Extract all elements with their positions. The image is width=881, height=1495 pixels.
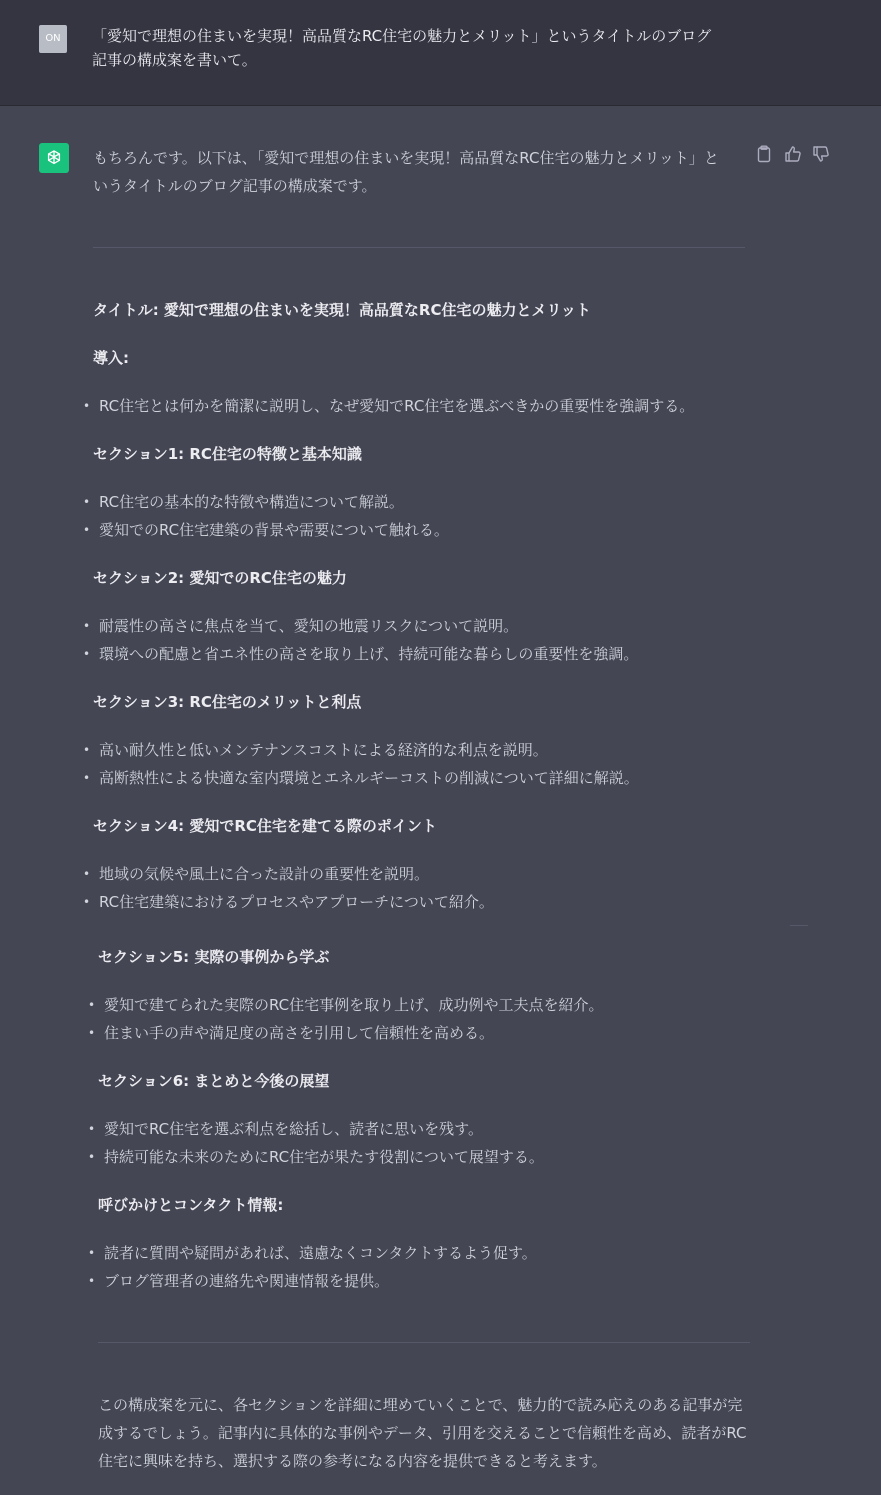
outline-title: タイトル: 愛知で理想の住まいを実現！高品質なRC住宅の魅力とメリット (93, 301, 591, 319)
divider-fragment (790, 925, 808, 926)
section-heading: 呼びかけとコンタクト情報: (98, 1196, 284, 1214)
list-item: • 耐震性の高さに焦点を当て、愛知の地震リスクについて説明。 (93, 612, 518, 640)
section-heading: セクション5: 実際の事例から学ぶ (98, 948, 330, 966)
message-actions (756, 145, 836, 165)
list-item: • 高い耐久性と低いメンテナンスコストによる経済的な利点を説明。 (93, 736, 548, 764)
user-avatar: ON (39, 25, 67, 53)
list-item: • 愛知でRC住宅を選ぶ利点を総括し、読者に思いを残す。 (98, 1115, 483, 1143)
user-message-row (0, 0, 881, 106)
list-item: • 愛知でのRC住宅建築の背景や需要について触れる。 (93, 516, 449, 544)
clipboard-icon[interactable] (756, 145, 774, 163)
divider-bottom (98, 1342, 750, 1343)
list-item: • 地域の気候や風土に合った設計の重要性を説明。 (93, 860, 429, 888)
list-item: • 愛知で建てられた実際のRC住宅事例を取り上げ、成功例や工夫点を紹介。 (98, 991, 604, 1019)
list-item: • 読者に質問や疑問があれば、遠慮なくコンタクトするよう促す。 (98, 1239, 537, 1267)
user-message-text: 「愛知で理想の住まいを実現！高品質なRC住宅の魅力とメリット」というタイトルのブログ記事の構成案を書いて。 (92, 27, 712, 69)
section-heading: セクション2: 愛知でのRC住宅の魅力 (93, 569, 347, 587)
section-heading: セクション3: RC住宅のメリットと利点 (93, 693, 362, 711)
list-item: • 高断熱性による快適な室内環境とエネルギーコストの削減について詳細に解説。 (93, 764, 639, 792)
assistant-avatar (39, 143, 69, 173)
section-heading: セクション4: 愛知でRC住宅を建てる際のポイント (93, 817, 437, 835)
list-item: • 持続可能な未来のためにRC住宅が果たす役割について展望する。 (98, 1143, 544, 1171)
list-item: • RC住宅建築におけるプロセスやアプローチについて紹介。 (93, 888, 494, 916)
thumbs-down-icon[interactable] (812, 145, 830, 163)
divider-top (93, 247, 745, 248)
list-item: • RC住宅とは何かを簡潔に説明し、なぜ愛知でRC住宅を選ぶべきかの重要性を強調する。 (93, 392, 694, 420)
list-item: • 住まい手の声や満足度の高さを引用して信頼性を高める。 (98, 1019, 494, 1047)
assistant-outro-text: この構成案を元に、各セクションを詳細に埋めていくことで、魅力的で読み応えのある記事が完成するでしょう。記事内に具体的な事例やデータ、引用を交えることで信頼性を高め、読者がRC住宅に興味を持ち、選択する際の参考になる内容を提供できると考えます。 (98, 1396, 747, 1470)
list-item: • ブログ管理者の連絡先や関連情報を提供。 (98, 1267, 389, 1295)
section-heading: セクション6: まとめと今後の展望 (98, 1072, 330, 1090)
list-item: • 環境への配慮と省エネ性の高さを取り上げ、持続可能な暮らしの重要性を強調。 (93, 640, 638, 668)
thumbs-up-icon[interactable] (784, 145, 802, 163)
intro-heading: 導入: (93, 349, 129, 367)
assistant-intro-text: もちろんです。以下は、「愛知で理想の住まいを実現！高品質なRC住宅の魅力とメリット」というタイトルのブログ記事の構成案です。 (93, 149, 719, 195)
section-heading: セクション1: RC住宅の特徴と基本知識 (93, 445, 362, 463)
list-item: • RC住宅の基本的な特徴や構造について解説。 (93, 488, 404, 516)
openai-logo-icon (44, 148, 64, 168)
